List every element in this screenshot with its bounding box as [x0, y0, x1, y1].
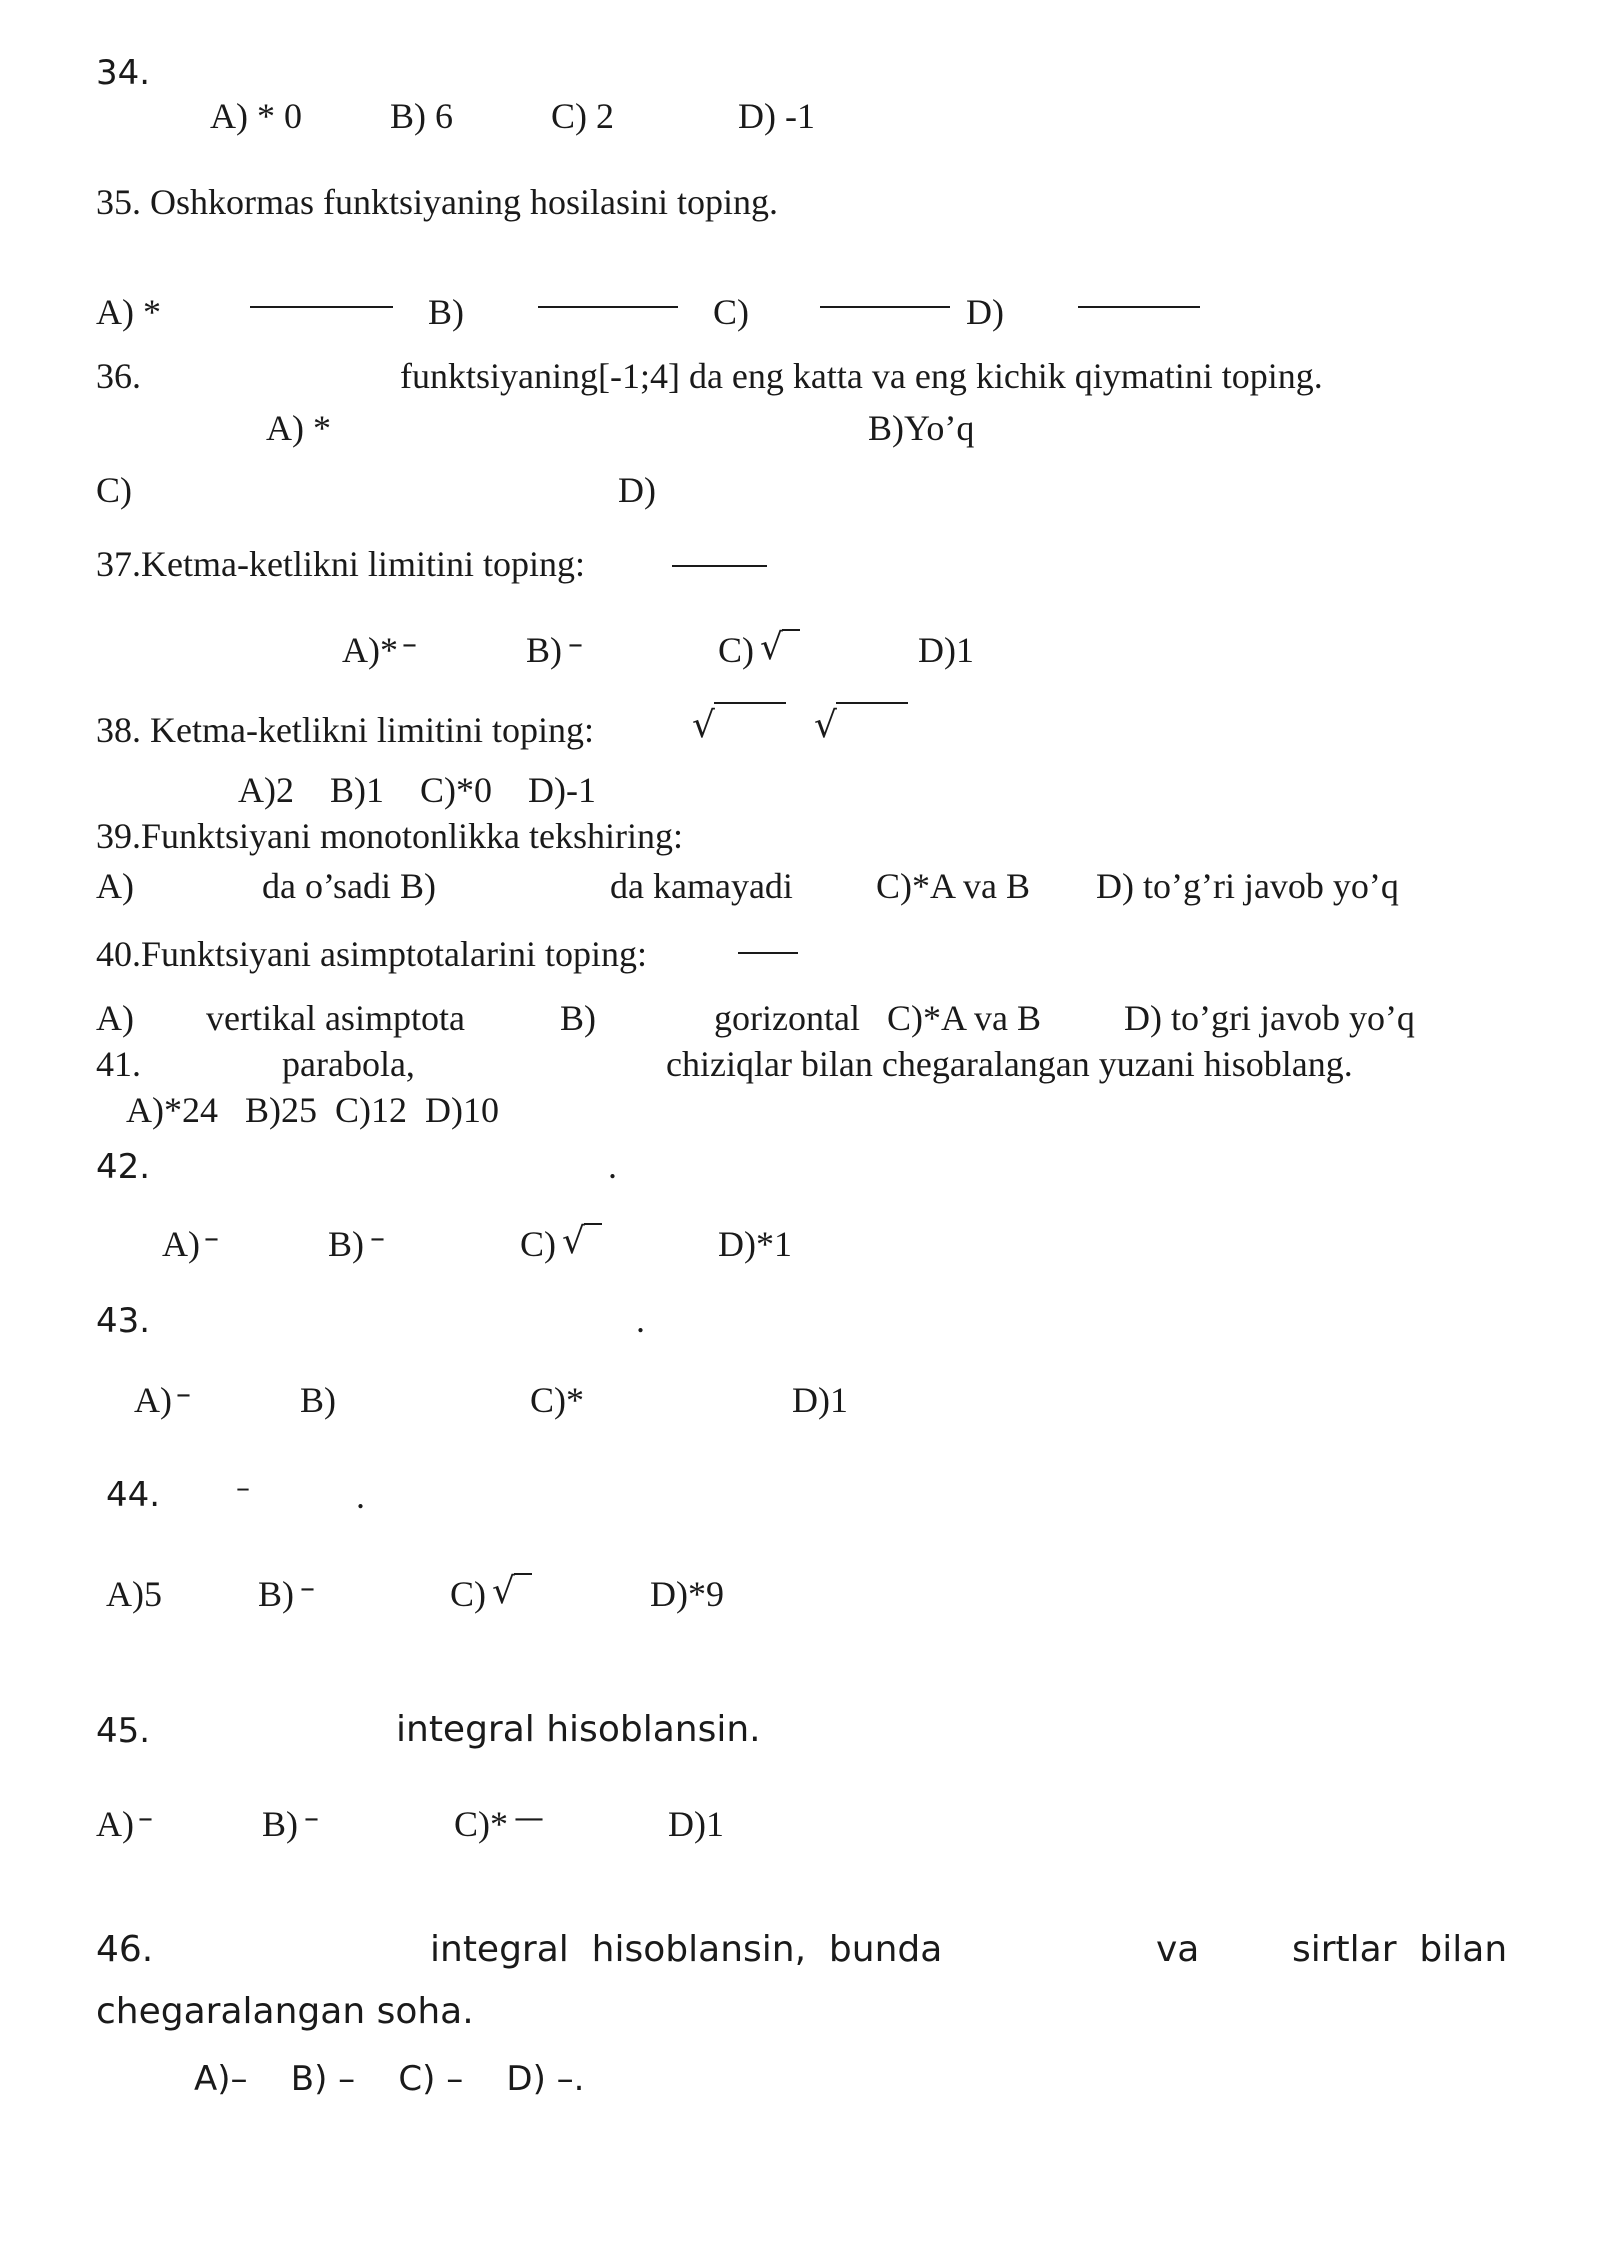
- q43-option-a: A): [134, 1380, 172, 1420]
- q43-option-b: B): [300, 1380, 336, 1420]
- q45-option-b-fraction: –: [304, 1801, 319, 1836]
- q36-option-b: B)Yo’q: [868, 408, 975, 448]
- q44-option-b-fraction: –: [300, 1571, 315, 1606]
- q41-options: A)*24 B)25 C)12 D)10: [126, 1090, 499, 1130]
- q44-dot: .: [356, 1476, 365, 1516]
- q37-option-b-fraction: –: [568, 627, 583, 662]
- q42-option-a-fraction: –: [204, 1221, 219, 1256]
- q42-option-a: A): [162, 1224, 200, 1264]
- q41-text-2: chiziqlar bilan chegaralangan yuzani hisoblang.: [666, 1044, 1353, 1084]
- q37-option-a-fraction: –: [402, 627, 417, 662]
- q46-number: 46.: [96, 1929, 154, 1970]
- q44-fraction: –: [236, 1471, 250, 1504]
- q37-question: 37.Ketma-ketlikni limitini toping:: [96, 544, 585, 584]
- q42-option-c: C): [520, 1224, 556, 1264]
- q40-option-a: A): [96, 998, 134, 1038]
- q38-options: A)2 B)1 C)*0 D)-1: [238, 770, 596, 810]
- q44-option-c-sqrt-bar: [514, 1573, 532, 1575]
- q46-text-2: va: [1156, 1929, 1200, 1970]
- q35-option-d: D): [966, 292, 1004, 332]
- q38-question: 38. Ketma-ketlikni limitini toping:: [96, 710, 594, 750]
- q37-option-d: D)1: [918, 630, 974, 670]
- q36-option-c: C): [96, 470, 132, 510]
- q37-option-a: A)*: [342, 630, 398, 670]
- q45-number: 45.: [96, 1711, 151, 1751]
- q40-option-b: B): [560, 998, 596, 1038]
- q35-fraction-bar-c: [820, 306, 950, 308]
- q35-question: 35. Oshkormas funktsiyaning hosilasini toping.: [96, 182, 778, 222]
- q46-text-3: sirtlar bilan: [1292, 1929, 1508, 1970]
- q34-number: 34.: [96, 53, 151, 93]
- q37-option-c-sqrt: √: [760, 627, 783, 668]
- q43-dot: .: [636, 1300, 645, 1340]
- q39-question: 39.Funktsiyani monotonlikka tekshiring:: [96, 816, 683, 856]
- q38-sqrt-2-bar: [836, 702, 908, 704]
- q38-sqrt-2: √: [814, 705, 837, 746]
- q42-option-d: D)*1: [718, 1224, 792, 1264]
- q40-option-d: D) to’gri javob yo’q: [1124, 998, 1415, 1038]
- q44-option-a: A)5: [106, 1574, 162, 1614]
- q34-option-d: D) -1: [738, 96, 815, 136]
- q44-option-c: C): [450, 1574, 486, 1614]
- q44-number: 44.: [106, 1475, 161, 1515]
- q39-option-a: A): [96, 866, 134, 906]
- q39-option-b-text: da kamayadi: [610, 866, 793, 906]
- q40-question: 40.Funktsiyani asimptotalarini toping:: [96, 934, 647, 974]
- q39-option-a-text: da o’sadi B): [262, 866, 436, 906]
- q37-option-c: C): [718, 630, 754, 670]
- q38-sqrt-1-bar: [714, 702, 786, 704]
- q42-dot: .: [608, 1146, 617, 1186]
- q40-option-a-text: vertikal asimptota: [206, 998, 465, 1038]
- q36-option-d: D): [618, 470, 656, 510]
- q41-number: 41.: [96, 1044, 141, 1084]
- q40-option-b-text: gorizontal C)*A va B: [714, 998, 1041, 1038]
- q37-option-c-sqrt-bar: [782, 629, 800, 631]
- q41-text-1: parabola,: [282, 1044, 415, 1084]
- q40-fraction-bar: [738, 952, 798, 954]
- q39-option-d: D) to’g’ri javob yo’q: [1096, 866, 1399, 906]
- q38-sqrt-1: √: [692, 705, 715, 746]
- q35-option-a: A) *: [96, 292, 161, 332]
- q42-option-b: B): [328, 1224, 364, 1264]
- q46-text-1: integral hisoblansin, bunda: [430, 1929, 943, 1970]
- q35-option-c: C): [713, 292, 749, 332]
- q34-option-a: A) * 0: [210, 96, 302, 136]
- q43-number: 43.: [96, 1301, 151, 1341]
- q36-number: 36.: [96, 356, 141, 396]
- q37-option-b: B): [526, 630, 562, 670]
- q42-option-b-fraction: –: [370, 1221, 385, 1256]
- q44-option-d: D)*9: [650, 1574, 724, 1614]
- q45-option-b: B): [262, 1804, 298, 1844]
- q42-option-c-sqrt-bar: [584, 1223, 602, 1225]
- q43-option-c: C)*: [530, 1380, 584, 1420]
- q44-option-c-sqrt: √: [492, 1571, 515, 1612]
- q45-question: integral hisoblansin.: [396, 1709, 761, 1750]
- q35-fraction-bar-a: [250, 306, 393, 308]
- q34-option-b: B) 6: [390, 96, 453, 136]
- q45-option-c-fraction: —: [514, 1801, 544, 1836]
- q45-option-c: C)*: [454, 1804, 508, 1844]
- q46-text-4: chegaralangan soha.: [96, 1991, 474, 2032]
- q45-option-a-fraction: –: [138, 1801, 153, 1836]
- q42-option-c-sqrt: √: [562, 1221, 585, 1262]
- q34-option-c: C) 2: [551, 96, 614, 136]
- q43-option-d: D)1: [792, 1380, 848, 1420]
- q35-option-b: B): [428, 292, 464, 332]
- q44-option-b: B): [258, 1574, 294, 1614]
- q43-option-a-fraction: –: [176, 1377, 191, 1412]
- q46-options: A)– B) – C) – D) –.: [194, 2059, 585, 2099]
- q39-option-c: C)*A va B: [876, 866, 1031, 906]
- q45-option-a: A): [96, 1804, 134, 1844]
- q42-number: 42.: [96, 1147, 151, 1187]
- q36-option-a: A) *: [266, 408, 331, 448]
- q35-fraction-bar-b: [538, 306, 678, 308]
- q35-fraction-bar-d: [1078, 306, 1200, 308]
- q45-option-d: D)1: [668, 1804, 724, 1844]
- q36-question: funktsiyaning[-1;4] da eng katta va eng kichik qiymatini toping.: [400, 356, 1323, 396]
- q37-fraction-bar: [672, 565, 767, 567]
